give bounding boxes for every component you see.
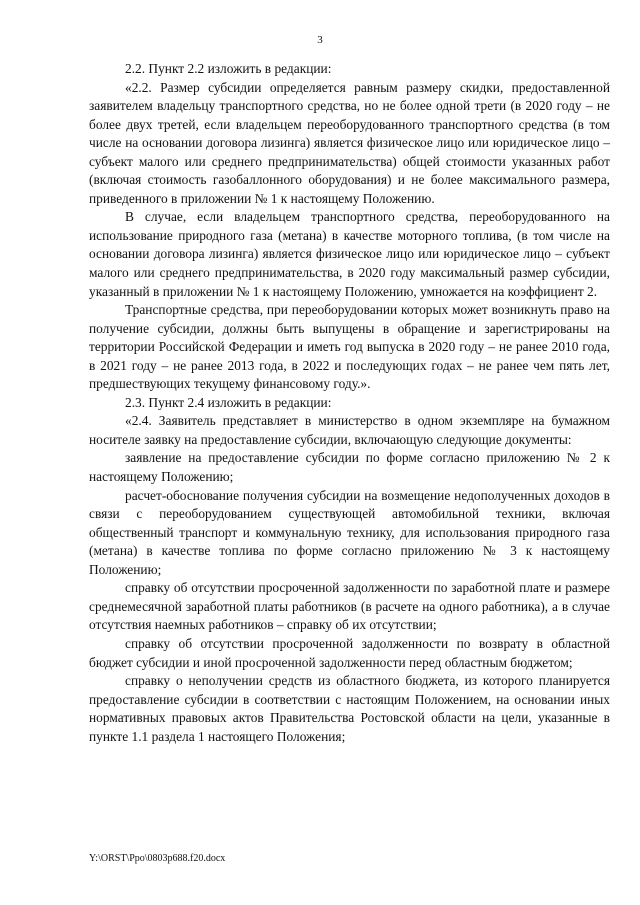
document-body	[89, 60, 610, 746]
paragraph-2-2-heading: 2.2. Пункт 2.2 изложить в редакции:	[125, 61, 332, 76]
paragraph-max-subsidy-coefficient: В случае, если владельцем транспортного средства, переоборудованного на использование природного газа (метана) в качестве моторного топлива, (в том числе на основании договора лизинга) является физическое лицо или юридическое лицо – субъект малого или среднего предпринимательства, в 2020 году максимальный размер субсидии, указанный в приложении № 1 к настоящему Положению, умножается на коэффициент 2.	[89, 209, 610, 299]
list-item-non-receipt-certificate: справку о неполучении средств из областного бюджета, из которого планируется предоставление субсидии в соответствии с настоящим Положением, на основании иных нормативных правовых актов Правительства Ростовской области на цели, указанные в пункте 1.1 раздела 1 настоящего Положения;	[89, 673, 610, 744]
page-number: 3	[317, 34, 323, 46]
paragraph-2-3-heading: 2.3. Пункт 2.4 изложить в редакции:	[125, 394, 332, 410]
paragraph-vehicle-requirements: Транспортные средства, при переоборудовании которых может возникнуть право на получение субсидии, должны быть выпущены в обращение и зарегистрированы на территории Российской Федерации и иметь год выпуска в 2020 году – не ранее 2010 года, в 2021 году – не ранее 2013 года, в 2022 и последующих годах – не ранее чем пять лет, предшествующих текущему финансовому году.».	[89, 302, 610, 392]
list-item-application-form: заявление на предоставление субсидии по форме согласно приложению № 2 к настоящему Положению;	[89, 450, 610, 485]
list-item-wage-certificate: справку об отсутствии просроченной задолженности по заработной плате и размере среднемесячной заработной платы работников (в расчете на одного работника), а в случае отсутствия наемных работников – справку об их отсутствии;	[89, 580, 610, 633]
list-item-calculation: расчет-обоснование получения субсидии на возмещение недополученных доходов в связи с переоборудованием существующей автомобильной техники, включая общественный транспорт и коммунальную технику, для использования природного газа (метана) в качестве топлива по форме согласно приложению № 3 к настоящему Положению;	[89, 487, 610, 577]
list-item-debt-certificate: справку об отсутствии просроченной задолженности по возврату в областной бюджет субсидии и иной просроченной задолженности перед областным бюджетом;	[89, 635, 610, 670]
footer-file-path: Y:\ORST\Ppo\0803p688.f20.docx	[89, 853, 226, 864]
paragraph-subsidy-size: «2.2. Размер субсидии определяется равным размеру скидки, предоставленной заявителем владельцу транспортного средства, но не более одной трети (в 2020 году – не более двух третей, если владельцем переоборудованного транспортного средства (в том числе на основании договора лизинга) является физическое лицо или юридическое лицо – субъект малого или среднего предпринимательства) общей стоимости указанных работ (включая стоимость газобаллонного оборудования) и не более максимального размера, приведенного в приложении № 1 к настоящему Положению.	[89, 79, 610, 206]
paragraph-application-documents: «2.4. Заявитель представляет в министерство в одном экземпляре на бумажном носителе заявку на предоставление субсидии, включающую следующие документы:	[89, 413, 610, 447]
